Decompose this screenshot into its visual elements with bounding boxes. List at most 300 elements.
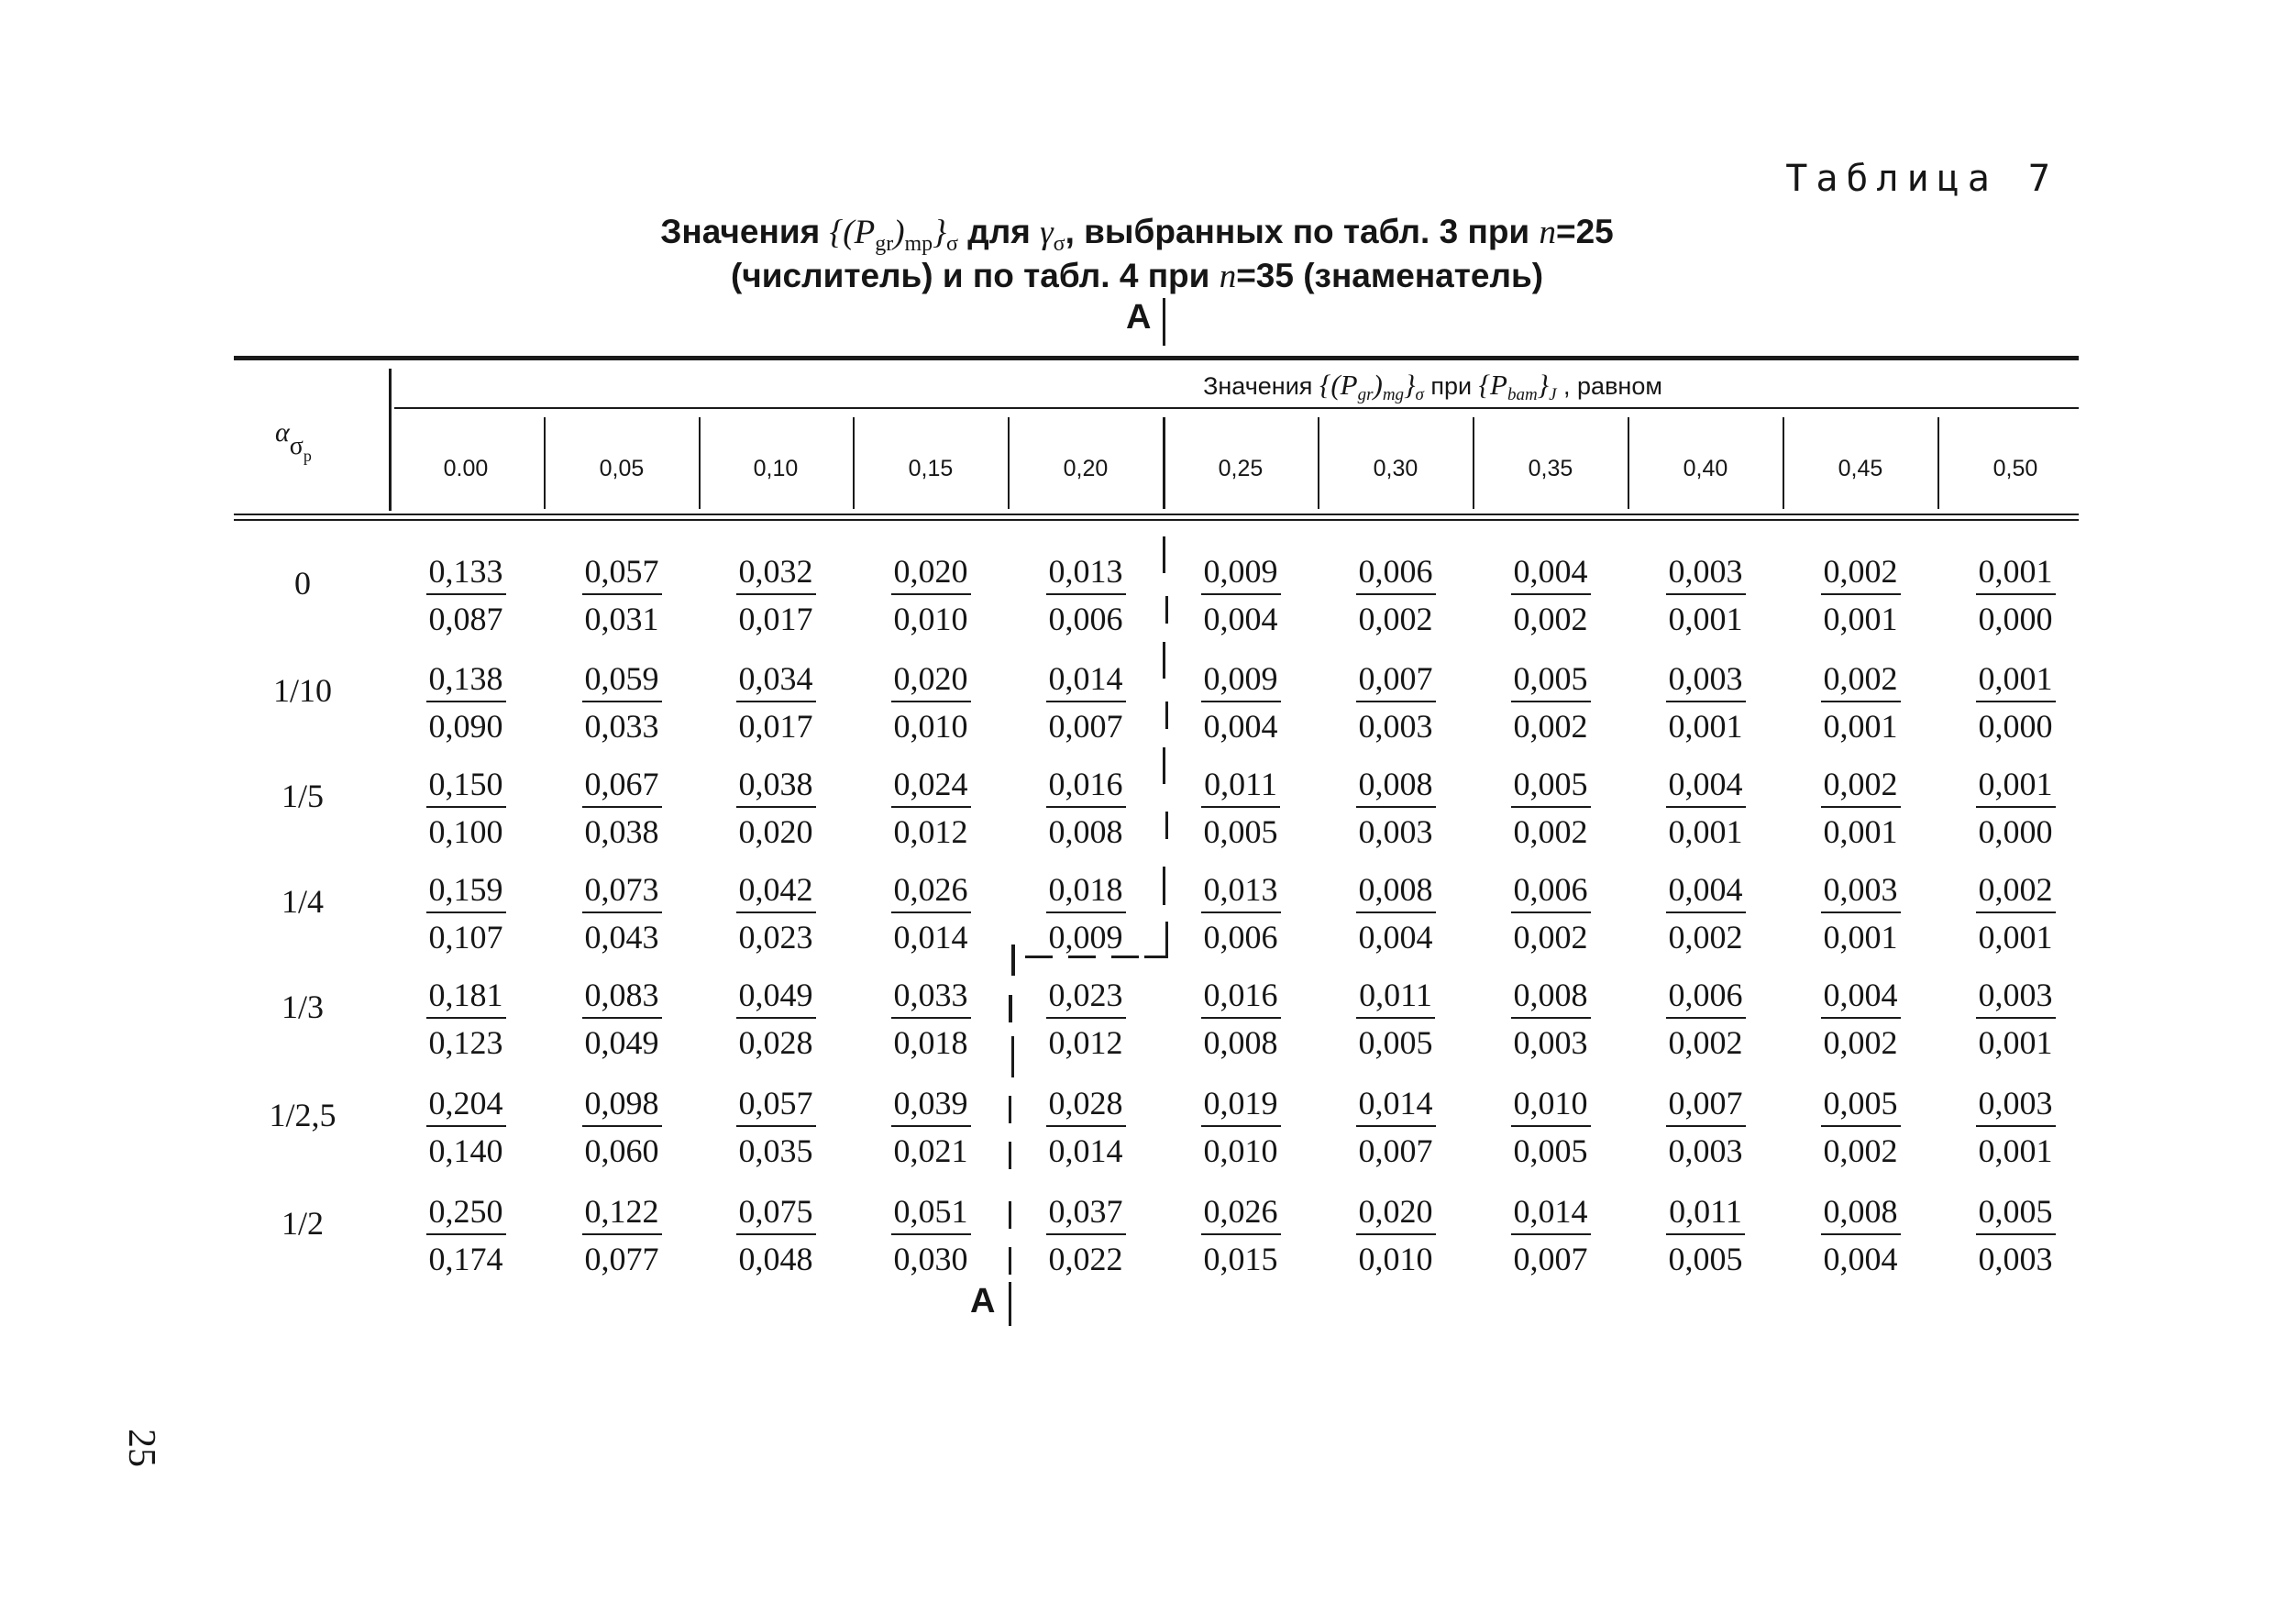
cell-numerator: 0,002 [1821,555,1901,595]
cell-numerator: 0,014 [1046,662,1126,702]
cell-numerator: 0,013 [1201,873,1281,913]
table-cell [1628,873,1783,954]
cell-numerator: 0,038 [736,768,816,808]
cell-numerator: 0,138 [426,662,506,702]
cell-denominator: 0,003 [1358,708,1433,745]
row-header-alpha-sub2: p [303,447,312,465]
table-cell [1163,662,1319,743]
table-cell [1008,555,1164,635]
caption-sym1: {(P [829,214,876,251]
boundary-dash [1144,956,1166,958]
cell-denominator: 0,107 [428,919,503,956]
header-text-2: при [1430,372,1473,400]
cell-denominator: 0,007 [1048,708,1123,745]
table-cell [388,873,544,954]
table-cell [853,873,1009,954]
cell-numerator: 0,006 [1666,978,1746,1019]
cell-denominator: 0,004 [1203,708,1278,745]
cell-numerator: 0,042 [736,873,816,913]
cell-denominator: 0,009 [1048,919,1123,956]
cell-numerator: 0,034 [736,662,816,702]
cell-numerator: 0,001 [1976,662,2056,702]
table-cell [853,768,1009,848]
caption-text-4: =25 [1555,213,1614,250]
column-header: 0,45 [1838,456,1883,481]
cell-numerator: 0,122 [582,1195,662,1235]
table-cell [1937,662,2093,743]
table-cell [388,662,544,743]
cell-numerator: 0,250 [426,1195,506,1235]
table-cell [1783,873,1938,954]
boundary-line [1011,945,1015,976]
table-cell [698,555,854,635]
cell-denominator: 0,020 [738,813,813,850]
table-cell [1628,768,1783,848]
section-marker-top-line [1163,298,1165,346]
cell-denominator: 0,002 [1513,601,1588,637]
cell-numerator: 0,020 [891,662,971,702]
cell-numerator: 0,051 [891,1195,971,1235]
cell-numerator: 0,002 [1976,873,2056,913]
caption-text-2: для [967,213,1031,250]
cell-denominator: 0,012 [1048,1024,1123,1061]
cell-denominator: 0,002 [1823,1132,1898,1169]
table-cell [1783,555,1938,635]
cell-denominator: 0,001 [1823,813,1898,850]
cell-numerator: 0,004 [1666,768,1746,808]
cell-denominator: 0,174 [428,1241,503,1277]
caption-sym1-sub3: σ [945,232,958,256]
table-cell [544,555,700,635]
header-sub2b: J [1549,385,1557,404]
table-cell [853,1195,1009,1276]
boundary-line [1011,1036,1014,1077]
table-cell [1008,1087,1164,1167]
table-cell [853,555,1009,635]
boundary-line [1163,536,1165,573]
table-cell [1628,662,1783,743]
boundary-line [1009,1096,1011,1123]
header-inner-rule [394,407,2079,409]
table-cell [1937,1087,2093,1167]
table-cell [1937,978,2093,1059]
table-cell [1008,978,1164,1059]
cell-numerator: 0,004 [1666,873,1746,913]
column-header: 0,35 [1528,456,1573,481]
table-cell [698,1195,854,1276]
table-cell [1318,768,1474,848]
cell-denominator: 0,060 [584,1132,659,1169]
column-header: 0,25 [1218,456,1264,481]
header-symbol-1 [1319,369,1424,404]
table-cell [544,1195,700,1276]
table-cell [1783,1087,1938,1167]
cell-denominator: 0,002 [1513,708,1588,745]
cell-numerator: 0,150 [426,768,506,808]
cell-denominator: 0,000 [1978,813,2053,850]
cell-numerator: 0,073 [582,873,662,913]
cell-denominator: 0,123 [428,1024,503,1061]
cell-numerator: 0,011 [1201,768,1280,808]
table-cell [1628,1087,1783,1167]
column-header: 0,30 [1373,456,1418,481]
table-cell [1937,555,2093,635]
cell-numerator: 0,018 [1046,873,1126,913]
column-header: 0,40 [1683,456,1728,481]
cell-numerator: 0,032 [736,555,816,595]
header-sym1b: ) [1373,369,1383,401]
cell-numerator: 0,133 [426,555,506,595]
caption-sym2-sub: σ [1053,232,1065,256]
row-label: 1/5 [281,778,324,814]
table-cell [1783,978,1938,1059]
cell-denominator: 0,010 [1203,1132,1278,1169]
header-text-1: Значения [1203,372,1313,400]
table-cell [1318,1087,1474,1167]
table-cell [853,662,1009,743]
cell-denominator: 0,007 [1358,1132,1433,1169]
section-marker-top: A [1126,298,1152,337]
header-sym1c: } [1404,369,1416,401]
cell-numerator: 0,020 [1356,1195,1436,1235]
cell-denominator: 0,021 [893,1132,968,1169]
column-header: 0,50 [1993,456,2038,481]
cell-denominator: 0,140 [428,1132,503,1169]
cell-denominator: 0,003 [1513,1024,1588,1061]
row-label: 1/2 [281,1205,324,1242]
table-cell [1473,555,1628,635]
cell-denominator: 0,017 [738,708,813,745]
cell-numerator: 0,011 [1356,978,1435,1019]
boundary-line [1163,642,1165,679]
cell-numerator: 0,003 [1821,873,1901,913]
section-marker-bottom: A [970,1282,996,1320]
row-header-alpha-symbol: α [275,417,290,447]
cell-numerator: 0,023 [1046,978,1126,1019]
boundary-dash [1111,956,1139,958]
boundary-dash [1025,956,1053,958]
table-cell [1473,1087,1628,1167]
table-cell [1163,1195,1319,1276]
cell-numerator: 0,006 [1511,873,1591,913]
cell-denominator: 0,002 [1668,919,1743,956]
cell-numerator: 0,009 [1201,662,1281,702]
cell-denominator: 0,023 [738,919,813,956]
cell-numerator: 0,059 [582,662,662,702]
boundary-line [1009,1247,1011,1275]
header-sub2: bam [1507,385,1538,404]
table-cell [1318,662,1474,743]
cell-numerator: 0,057 [582,555,662,595]
row-label: 0 [294,565,311,602]
cell-denominator: 0,012 [893,813,968,850]
cell-numerator: 0,016 [1201,978,1281,1019]
cell-denominator: 0,000 [1978,601,2053,637]
cell-numerator: 0,001 [1976,555,2056,595]
header-text-3: , равном [1563,372,1662,400]
cell-numerator: 0,010 [1511,1087,1591,1127]
table-cell [1628,1195,1783,1276]
cell-denominator: 0,008 [1203,1024,1278,1061]
table-cell [388,978,544,1059]
cell-denominator: 0,001 [1668,708,1743,745]
cell-numerator: 0,007 [1356,662,1436,702]
row-label: 1/2,5 [269,1097,337,1133]
cell-numerator: 0,067 [582,768,662,808]
cell-denominator: 0,043 [584,919,659,956]
cell-numerator: 0,005 [1511,662,1591,702]
cell-denominator: 0,010 [893,708,968,745]
cell-denominator: 0,001 [1978,919,2053,956]
cell-numerator: 0,016 [1046,768,1126,808]
cell-numerator: 0,028 [1046,1087,1126,1127]
cell-denominator: 0,005 [1203,813,1278,850]
table-cell [853,978,1009,1059]
caption-sym2: γ [1040,214,1054,251]
column-header: 0,10 [753,456,799,481]
cell-denominator: 0,006 [1048,601,1123,637]
cell-denominator: 0,004 [1823,1241,1898,1277]
caption-text-1: Значения [660,213,821,250]
boundary-line [1009,995,1012,1022]
table-cell [544,768,700,848]
boundary-line [1165,922,1168,958]
cell-numerator: 0,002 [1821,662,1901,702]
cell-numerator: 0,003 [1976,978,2056,1019]
cell-numerator: 0,008 [1511,978,1591,1019]
table-cell [1473,873,1628,954]
cell-numerator: 0,075 [736,1195,816,1235]
caption-symbol-p [829,214,958,256]
caption-sym1-b: ) [893,214,905,251]
row-label: 1/4 [281,883,324,920]
cell-numerator: 0,033 [891,978,971,1019]
cell-numerator: 0,005 [1821,1087,1901,1127]
table-cell [1783,662,1938,743]
cell-numerator: 0,026 [891,873,971,913]
page-number: 25 [120,1429,162,1467]
table-cell [544,1087,700,1167]
table-cell [388,1195,544,1276]
table-cell [1163,978,1319,1059]
cell-denominator: 0,090 [428,708,503,745]
table-cell [1163,555,1319,635]
caption-sym1-sub2: mp [904,232,933,256]
table-label: Таблица 7 [1785,158,2059,200]
cell-denominator: 0,001 [1668,813,1743,850]
cell-denominator: 0,002 [1358,601,1433,637]
cell-denominator: 0,001 [1823,708,1898,745]
cell-numerator: 0,019 [1201,1087,1281,1127]
row-header-alpha [275,417,394,466]
header-symbol-2 [1478,369,1557,404]
table-cell [1628,978,1783,1059]
table-cell [698,662,854,743]
table-cell [1008,662,1164,743]
row-header-alpha-sub: σ [289,432,304,460]
cell-denominator: 0,014 [1048,1132,1123,1169]
table-cell [388,555,544,635]
cell-numerator: 0,002 [1821,768,1901,808]
table-cell [388,1087,544,1167]
boundary-line [1163,867,1165,905]
cell-numerator: 0,011 [1666,1195,1745,1235]
table-cell [1628,555,1783,635]
boundary-dash [1068,956,1096,958]
table-cell [1318,873,1474,954]
table-cell [544,662,700,743]
table-cell [853,1087,1009,1167]
table-cell [1163,873,1319,954]
cell-denominator: 0,001 [1978,1132,2053,1169]
cell-denominator: 0,018 [893,1024,968,1061]
column-group-header [394,369,2274,405]
cell-denominator: 0,100 [428,813,503,850]
section-marker-bottom-line [1009,1282,1011,1326]
table-cell [1937,873,2093,954]
cell-denominator: 0,003 [1668,1132,1743,1169]
table-caption-line-2 [0,257,2274,296]
cell-denominator: 0,031 [584,601,659,637]
cell-denominator: 0,038 [584,813,659,850]
cell-denominator: 0,001 [1978,1024,2053,1061]
cell-denominator: 0,049 [584,1024,659,1061]
row-label: 1/10 [272,672,332,709]
cell-denominator: 0,002 [1668,1024,1743,1061]
table-cell [698,873,854,954]
caption-line2-b: =35 (знаменатель) [1236,257,1544,294]
table-cell [1937,1195,2093,1276]
table-cell [1473,978,1628,1059]
cell-denominator: 0,087 [428,601,503,637]
table-cell [388,768,544,848]
table-cell [544,978,700,1059]
table-cell [1937,768,2093,848]
boundary-line [1165,812,1168,839]
cell-numerator: 0,014 [1356,1087,1436,1127]
table-cell [698,978,854,1059]
cell-numerator: 0,008 [1356,873,1436,913]
cell-numerator: 0,001 [1976,768,2056,808]
cell-numerator: 0,039 [891,1087,971,1127]
cell-denominator: 0,010 [893,601,968,637]
cell-denominator: 0,005 [1513,1132,1588,1169]
table-cell [1318,1195,1474,1276]
cell-denominator: 0,001 [1823,919,1898,956]
cell-numerator: 0,020 [891,555,971,595]
cell-denominator: 0,022 [1048,1241,1123,1277]
cell-numerator: 0,159 [426,873,506,913]
cell-denominator: 0,030 [893,1241,968,1277]
boundary-line [1009,1142,1011,1169]
header-bottom-rule-1 [234,514,2079,515]
cell-numerator: 0,005 [1976,1195,2056,1235]
cell-denominator: 0,015 [1203,1241,1278,1277]
table-cell [698,1087,854,1167]
cell-denominator: 0,003 [1978,1241,2053,1277]
boundary-line [1165,596,1168,624]
caption-sym1-sub: gr [875,232,894,256]
cell-numerator: 0,057 [736,1087,816,1127]
cell-denominator: 0,010 [1358,1241,1433,1277]
cell-numerator: 0,003 [1666,662,1746,702]
cell-numerator: 0,181 [426,978,506,1019]
table-cell [1318,978,1474,1059]
cell-denominator: 0,000 [1978,708,2053,745]
cell-numerator: 0,004 [1821,978,1901,1019]
cell-denominator: 0,035 [738,1132,813,1169]
cell-numerator: 0,003 [1666,555,1746,595]
cell-numerator: 0,008 [1821,1195,1901,1235]
table-cell [698,768,854,848]
cell-numerator: 0,008 [1356,768,1436,808]
table-caption-line-1 [0,213,2274,257]
cell-numerator: 0,009 [1201,555,1281,595]
column-header: 0,15 [908,456,954,481]
cell-denominator: 0,007 [1513,1241,1588,1277]
cell-numerator: 0,037 [1046,1195,1126,1235]
cell-denominator: 0,004 [1358,919,1433,956]
cell-denominator: 0,004 [1203,601,1278,637]
cell-denominator: 0,028 [738,1024,813,1061]
cell-denominator: 0,048 [738,1241,813,1277]
cell-denominator: 0,003 [1358,813,1433,850]
header-sub1b: mg [1382,385,1405,404]
table-cell [1163,1087,1319,1167]
table-cell [544,873,700,954]
table-cell [1008,1195,1164,1276]
header-bottom-rule-2 [234,519,2079,521]
caption-sym1-end: } [933,214,946,251]
header-sym2: {P [1478,369,1507,401]
cell-denominator: 0,077 [584,1241,659,1277]
cell-numerator: 0,014 [1511,1195,1591,1235]
cell-numerator: 0,083 [582,978,662,1019]
caption-line2-a: (числитель) и по табл. 4 при [730,257,1210,294]
cell-numerator: 0,004 [1511,555,1591,595]
cell-denominator: 0,002 [1823,1024,1898,1061]
table-cell [1473,1195,1628,1276]
cell-denominator: 0,001 [1668,601,1743,637]
cell-numerator: 0,005 [1511,768,1591,808]
cell-denominator: 0,006 [1203,919,1278,956]
column-header: 0,05 [599,456,645,481]
cell-denominator: 0,008 [1048,813,1123,850]
boundary-line [1009,1201,1011,1229]
cell-numerator: 0,024 [891,768,971,808]
table-cell [1473,662,1628,743]
cell-numerator: 0,003 [1976,1087,2056,1127]
cell-numerator: 0,007 [1666,1087,1746,1127]
table-cell [1008,768,1164,848]
header-sym2b: } [1537,369,1550,401]
boundary-line [1165,702,1168,729]
header-sym1: {(P [1319,369,1358,401]
cell-denominator: 0,005 [1358,1024,1433,1061]
table-cell [1318,555,1474,635]
cell-numerator: 0,026 [1201,1195,1281,1235]
table-cell [1783,768,1938,848]
table-cell [1473,768,1628,848]
table-top-rule [234,356,2079,360]
cell-numerator: 0,204 [426,1087,506,1127]
table-cell [1163,768,1319,848]
cell-denominator: 0,001 [1823,601,1898,637]
caption-text-3: , выбранных по табл. 3 при [1065,213,1530,250]
caption-symbol-gamma [1040,214,1065,256]
caption-line2-symbol-n: n [1219,258,1237,295]
column-header: 0,20 [1063,456,1109,481]
